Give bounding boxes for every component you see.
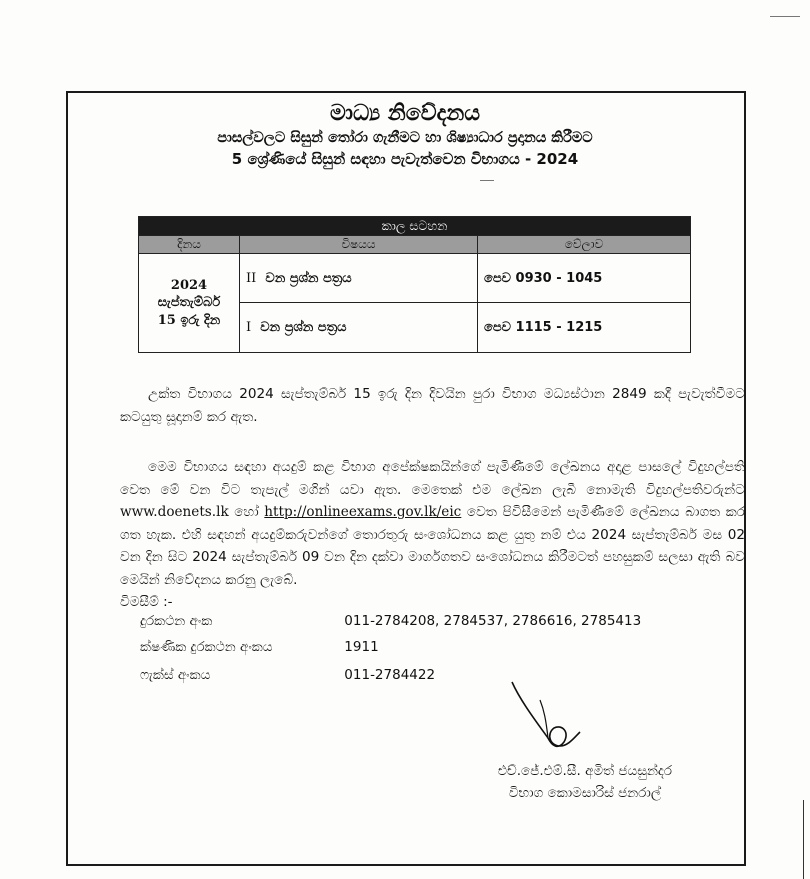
onlineexams-link[interactable]: http://onlineexams.gov.lk/eic bbox=[264, 504, 462, 520]
time-prefix: පෙව bbox=[484, 320, 512, 336]
exam-date-day: 15 ඉරු දින bbox=[157, 312, 221, 328]
contact-value: 1911 bbox=[344, 639, 379, 655]
signatory bbox=[480, 760, 690, 804]
contact-value: 011-2784208, 2784537, 2786616, 2785413 bbox=[344, 613, 642, 629]
page-subtitle: පාසල්වලට සිසුන් තෝරා ගැනීමට හා ශිෂ්‍යාධාර ප්‍රදානය කිරීමට bbox=[217, 130, 593, 146]
contact-label: ක්ෂණික දුරකථන අංකය bbox=[140, 639, 273, 655]
doenets-link[interactable]: www.doenets.lk bbox=[120, 504, 229, 520]
scan-artifact bbox=[803, 800, 804, 879]
header-subject: විෂයය bbox=[240, 236, 478, 254]
scan-artifact bbox=[480, 180, 494, 181]
contact-row-phone bbox=[140, 613, 641, 629]
exam-date-year: 2024 bbox=[170, 277, 208, 293]
page-subtitle-exam: 5 ශ්‍රේණියේ සිසුන් සඳහා පැවැත්වෙන විභාගය - 2024 bbox=[231, 150, 579, 168]
paper-cell bbox=[240, 254, 478, 303]
paper-number: I bbox=[246, 320, 252, 336]
time-prefix: පෙව bbox=[484, 270, 512, 286]
paper-label: වන ප්‍රශ්න පත්‍රය bbox=[265, 270, 352, 286]
paper-number: II bbox=[246, 270, 257, 286]
page-title: මාධ්‍ය නිවේදනය bbox=[329, 101, 481, 126]
paragraph-2-text-a: මෙම විභාගය සඳහා අයදුම් කළ විභාග අපේක්ෂකයින්ගේ පැමිණීමේ ලේඛනය අදාළ පාසලේ විදුහල්පති වෙත මේ වන විට තැපැල් මගින් යවා ඇත. මෙතෙක් එම ලේඛන ලැබී නොමැති විදුහල්පතිවරුන්ට bbox=[120, 459, 745, 498]
paragraph-1-text: උක්ත විභාගය 2024 සැප්තැම්බර් 15 ඉරු දින දිවයින පුරා විභාග මධ්‍යස්ථාන 2849 කදී පැවැත්වීමට කටයුතු සූදානම් කර ඇත. bbox=[120, 386, 745, 425]
contact-value: 011-2784422 bbox=[344, 667, 436, 683]
scan-artifact bbox=[770, 16, 800, 17]
contact-row-hotline bbox=[140, 639, 379, 655]
paragraph-1 bbox=[120, 383, 745, 428]
paper-cell bbox=[240, 303, 478, 353]
signatory-designation: විභාග කොමසාරිස් ජනරාල් bbox=[508, 785, 662, 801]
schedule-caption: කාල සටහන bbox=[139, 217, 691, 236]
time-value: 0930 - 1045 bbox=[515, 270, 603, 286]
paper-label: වන ප්‍රශ්න පත්‍රය bbox=[260, 320, 347, 336]
header-date: දිනය bbox=[139, 236, 240, 254]
time-value: 1115 - 1215 bbox=[515, 320, 603, 336]
table-row bbox=[139, 254, 691, 303]
exam-date bbox=[139, 254, 240, 353]
signatory-name: එච්.ජේ.එම්.සී. අමිත් ජයසුන්දර bbox=[497, 763, 673, 779]
time-cell bbox=[478, 254, 691, 303]
contact-label: ෆැක්ස් අංකය bbox=[140, 667, 211, 683]
paragraph-2-text-b: වෙත පිවිසීමෙන් පැමිණීමේ ලේඛනය බාගත කර ගත හැක. එහි සඳහන් අයදුම්කරුවන්ගේ තොරතුරු සංශෝධනය කළ යුතු නම් එය 2024 සැප්තැම්බර් මස 02 වන දින සිට 2024 සැප්තැම්බර් 09 වන දින දක්වා මාර්ගගතව සංශෝධනය කිරීමටත් පහසුකම් සලසා ඇති බව මෙයින් නිවේදනය කරනු ලැබේ. bbox=[120, 504, 746, 588]
signature-image bbox=[500, 680, 610, 760]
inquiries-title: විමසීම් :- bbox=[120, 594, 173, 610]
schedule-table bbox=[138, 216, 691, 353]
or-text: හෝ bbox=[234, 504, 259, 520]
paragraph-2 bbox=[120, 456, 745, 591]
header-time: වේලාව bbox=[478, 236, 691, 254]
exam-date-month: සැප්තැම්බර් bbox=[157, 295, 221, 311]
contact-label: දුරකථන අංක bbox=[140, 613, 213, 629]
contact-row-fax bbox=[140, 667, 435, 683]
time-cell bbox=[478, 303, 691, 353]
